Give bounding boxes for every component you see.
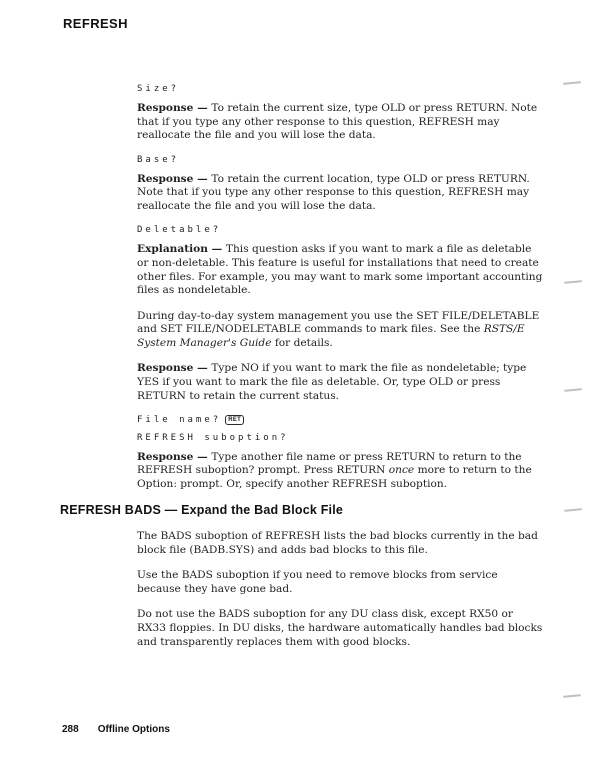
response-size-paragraph: [137, 102, 544, 143]
prompt-refresh-suboption: [137, 433, 548, 444]
scan-margin-mark: [564, 388, 582, 392]
text-segment: Type NO if you want to mark the file as nondeletable; type YES if you want to mark the file as deletable. Or, type OLD or press RETURN to retain the current status.: [137, 362, 527, 402]
return-key-icon: RET: [225, 415, 244, 425]
text-segment: Explanation —: [137, 243, 226, 256]
set-file-commands-paragraph: [137, 310, 544, 351]
page-number: 288: [62, 724, 79, 735]
text-segment: To retain the current location, type OLD or press RETURN. Note that if you type any other response to this question, REFRESH may reallocate the file and you will lose the data.: [137, 172, 530, 213]
page-header-title: REFRESH: [63, 16, 128, 31]
response-base-paragraph: [137, 173, 544, 214]
prompt-size: [137, 84, 548, 95]
text-segment: During day-to-day system management you use the SET FILE/DELETABLE and SET FILE/NODELETABLE commands to mark files. See the: [137, 309, 540, 336]
text-segment: Response —: [137, 362, 212, 375]
prompt-text: REFRESH suboption?: [137, 432, 289, 443]
content-blocks: [60, 84, 548, 661]
page-footer: [62, 724, 170, 735]
text-segment: Use the BADS suboption if you need to remove blocks from service because they have gone bad.: [137, 569, 498, 595]
text-segment: Response —: [137, 172, 212, 185]
text-segment: Type another file name or press RETURN to return to the REFRESH suboption? prompt. Press RETURN: [137, 450, 522, 477]
prompt-file-name: [137, 415, 548, 426]
prompt-text: File name?: [137, 414, 222, 425]
response-deletable-paragraph: [137, 362, 544, 403]
bads-lists-paragraph: [137, 530, 544, 557]
text-segment: To retain the current size, type OLD or press RETURN. Note that if you type any other response to this question, REFRESH may reallocate the file and you will lose the data.: [137, 102, 538, 142]
prompt-text: Deletable?: [137, 225, 222, 236]
text-segment: once: [388, 464, 415, 477]
text-segment: more to return to the Option: prompt. Or, specify another REFRESH suboption.: [137, 464, 532, 491]
text-segment: Do not use the BADS suboption for any DU class disk, except RX50 or RX33 floppies. In DU disks, the hardware automatically handles bad blocks and transparently replaces them with good blocks.: [137, 608, 543, 648]
scan-margin-mark: [564, 280, 582, 284]
text-segment: Response —: [137, 102, 212, 114]
prompt-text: Size?: [137, 84, 180, 94]
scan-margin-mark: [564, 508, 582, 512]
bads-use-paragraph: [137, 569, 544, 596]
scan-margin-mark: [563, 81, 581, 85]
footer-section-title: Offline Options: [97, 724, 170, 735]
text-segment: Response —: [137, 450, 212, 463]
scan-margin-mark: [563, 694, 581, 698]
prompt-base: [137, 155, 548, 166]
response-file-name-paragraph: [137, 451, 544, 492]
bads-warning-paragraph: [137, 608, 544, 649]
text-segment: This question asks if you want to mark a file as deletable or non-deletable. This feature is useful for installations that need to create other files. For example, you may want to mark some important accounting files as nondeletable.: [137, 243, 543, 297]
text-segment: RSTS/E System Manager's Guide: [137, 323, 525, 349]
explanation-deletable-paragraph: [137, 243, 544, 298]
prompt-text: Base?: [137, 154, 180, 165]
text-segment: The BADS suboption of REFRESH lists the bad blocks currently in the bad block file (BADB.SYS) and adds bad blocks to this file.: [137, 530, 538, 557]
heading-refresh-bads: REFRESH BADS — Expand the Bad Block File: [60, 503, 344, 518]
text-segment: for details.: [271, 336, 333, 349]
prompt-deletable: [137, 225, 548, 236]
